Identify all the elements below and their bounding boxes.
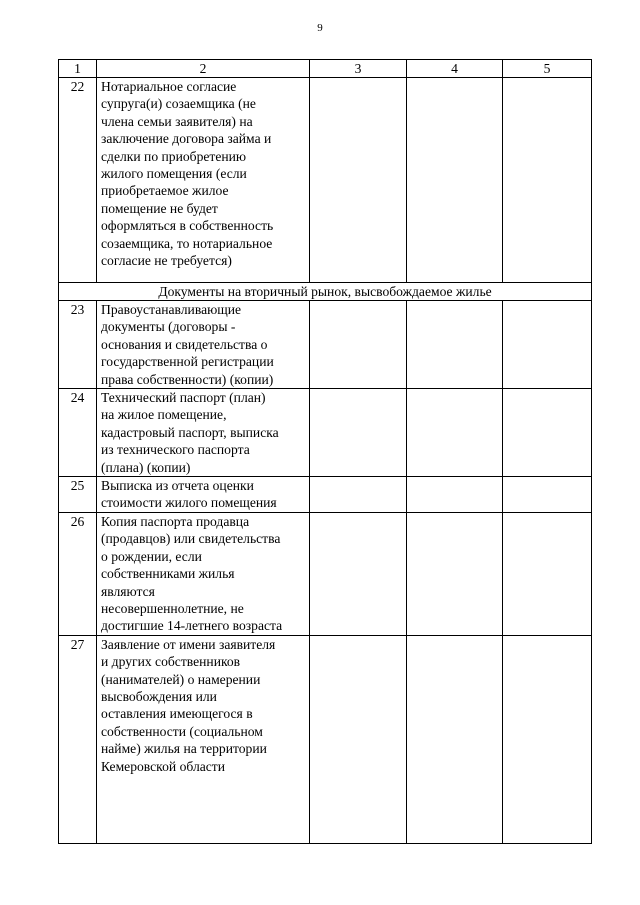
row-number: 26 <box>59 512 97 635</box>
description-line: Выписка из отчета оценки <box>101 478 254 494</box>
row-number: 22 <box>59 78 97 283</box>
description-line: достигшие 14-летнего возраста <box>101 618 283 634</box>
row-number: 27 <box>59 635 97 843</box>
description-line: члена семьи заявителя) на <box>101 113 253 129</box>
description-line: найме) жилья на территории <box>101 741 267 757</box>
description-line: Копия паспорта продавца <box>101 513 250 529</box>
description-line: жилого помещения (если <box>101 166 247 182</box>
table-row <box>59 477 592 513</box>
description-line: созаемщика, то нотариальное <box>101 235 273 251</box>
description-line: собственности (социальном <box>101 723 263 739</box>
description-line: на жилое помещение, <box>101 407 227 423</box>
description-line: основания и свидетельства о <box>101 336 268 352</box>
document-description <box>97 477 310 513</box>
empty-cell-col-4 <box>407 389 503 477</box>
documents-table <box>58 59 592 844</box>
description-line: (плана) (копии) <box>101 459 191 475</box>
table-row <box>59 389 592 477</box>
description-line: высвобождения или <box>101 688 217 704</box>
description-line: оформляться в собственность <box>101 218 274 234</box>
description-line: (продавцов) или свидетельства <box>101 531 281 547</box>
empty-cell-col-4 <box>407 477 503 513</box>
header-cell-2: 2 <box>97 60 310 78</box>
description-line: из технического паспорта <box>101 442 250 458</box>
description-line: Заявление от имени заявителя <box>101 636 276 652</box>
empty-cell-col-4 <box>407 635 503 843</box>
table-row <box>59 78 592 283</box>
empty-cell-col-3 <box>310 635 407 843</box>
header-cell-4: 4 <box>407 60 503 78</box>
header-cell-5: 5 <box>503 60 592 78</box>
description-line: государственной регистрации <box>101 354 274 370</box>
description-line: оставления имеющегося в <box>101 706 253 722</box>
header-cell-3: 3 <box>310 60 407 78</box>
description-line: несовершеннолетние, не <box>101 600 244 616</box>
empty-cell-col-3 <box>310 301 407 389</box>
description-line: являются <box>101 583 155 599</box>
table-row <box>59 301 592 389</box>
description-line: права собственности) (копии) <box>101 371 274 387</box>
empty-cell-col-3 <box>310 477 407 513</box>
row-number: 23 <box>59 301 97 389</box>
header-cell-1: 1 <box>59 60 97 78</box>
description-line: (нанимателей) о намерении <box>101 671 261 687</box>
empty-cell-col-5 <box>503 477 592 513</box>
description-line: заключение договора займа и <box>101 131 272 147</box>
description-line: согласие не требуется) <box>101 253 232 269</box>
row-number: 25 <box>59 477 97 513</box>
description-line: кадастровый паспорт, выписка <box>101 424 279 440</box>
page-number: 9 <box>317 22 323 34</box>
description-line: Нотариальное согласие <box>101 79 237 94</box>
empty-cell-col-5 <box>503 301 592 389</box>
description-line: супруга(и) созаемщика (не <box>101 96 256 112</box>
empty-cell-col-5 <box>503 78 592 283</box>
table-header-row <box>59 60 592 78</box>
section-title: Документы на вторичный рынок, высвобождаемое жилье <box>59 283 592 301</box>
document-description <box>97 78 310 283</box>
description-line: о рождении, если <box>101 548 202 564</box>
description-line: Технический паспорт (план) <box>101 390 266 406</box>
document-description <box>97 301 310 389</box>
document-description <box>97 389 310 477</box>
section-row <box>59 283 592 301</box>
empty-cell-col-3 <box>310 512 407 635</box>
table-row <box>59 635 592 843</box>
empty-cell-col-5 <box>503 635 592 843</box>
row-number: 24 <box>59 389 97 477</box>
table-row <box>59 512 592 635</box>
description-line: стоимости жилого помещения <box>101 495 277 511</box>
description-line: сделки по приобретению <box>101 148 247 164</box>
description-line: помещение не будет <box>101 200 218 216</box>
empty-cell-col-4 <box>407 301 503 389</box>
description-line: документы (договоры - <box>101 319 236 335</box>
description-line: приобретаемое жилое <box>101 183 229 199</box>
empty-cell-col-5 <box>503 389 592 477</box>
document-description <box>97 635 310 843</box>
empty-cell-col-3 <box>310 78 407 283</box>
document-description <box>97 512 310 635</box>
empty-cell-col-3 <box>310 389 407 477</box>
empty-cell-col-4 <box>407 78 503 283</box>
empty-cell-col-4 <box>407 512 503 635</box>
description-line: Правоустанавливающие <box>101 302 242 317</box>
description-line: Кемеровской области <box>101 758 226 774</box>
empty-cell-col-5 <box>503 512 592 635</box>
description-line: и других собственников <box>101 654 241 670</box>
description-line: собственниками жилья <box>101 566 235 582</box>
